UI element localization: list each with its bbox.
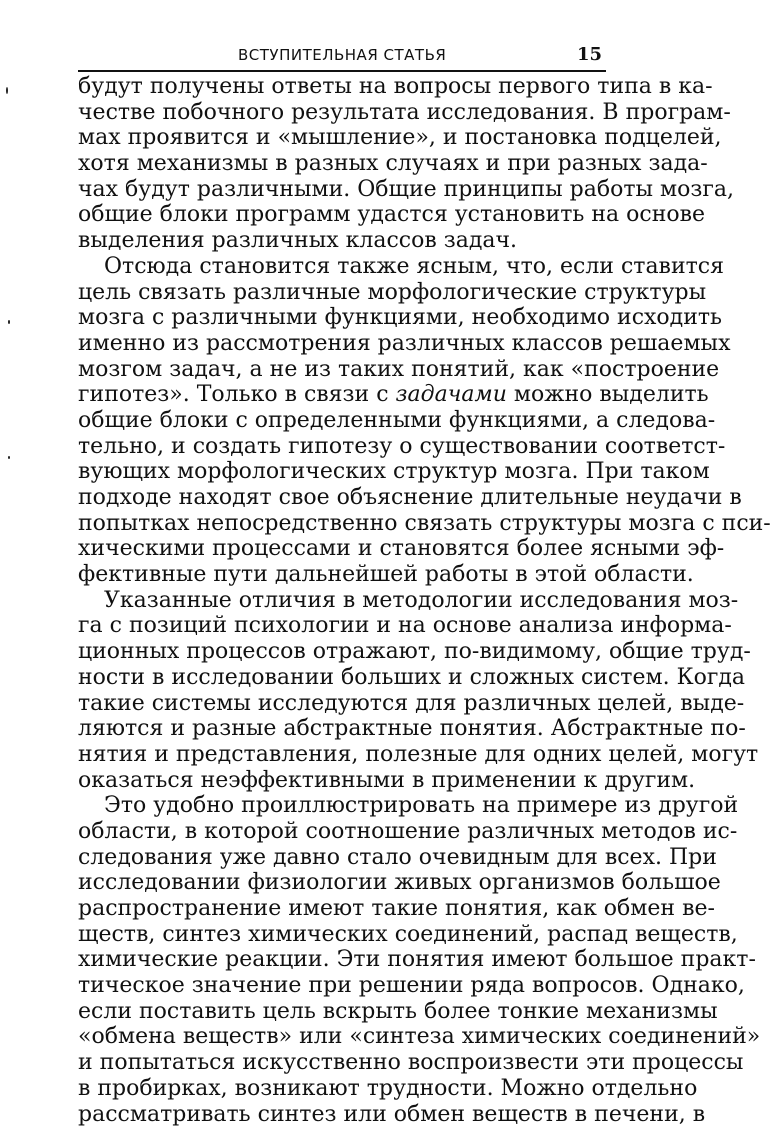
emphasis-text: задачами (396, 382, 507, 407)
text-line: исследовании физиологии живых организмов большое (78, 870, 616, 896)
header-rule (78, 70, 606, 72)
text-line: чах будут различными. Общие принципы работы мозга, (78, 177, 616, 203)
text-line: именно из рассмотрения различных классов решаемых (78, 331, 616, 357)
text-line: мозга с различными функциями, необходимо исходить (78, 305, 616, 331)
text-line: мах проявится и «мышление», и постановка подцелей, (78, 125, 616, 151)
text-line: хотя механизмы в разных случаях и при разных зада- (78, 151, 616, 177)
text-line: подходе находят свое объяснение длительные неудачи в (78, 485, 616, 511)
paragraph (78, 588, 616, 794)
text-line: общие блоки программ удастся установить на основе (78, 202, 616, 228)
text-line: общие блоки с определенными функциями, а следова- (78, 408, 616, 434)
text-line: Это удобно проиллюстрировать на примере из другой (78, 793, 616, 819)
text-line: ляются и разные абстрактные понятия. Абстрактные по- (78, 716, 616, 742)
text-line: тическое значение при решении ряда вопросов. Однако, (78, 973, 616, 999)
text-line: если поставить цель вскрыть более тонкие механизмы (78, 999, 616, 1025)
body-text (78, 74, 616, 1127)
running-header-title: ВСТУПИТЕЛЬНАЯ СТАТЬЯ (238, 46, 446, 64)
scan-speck (8, 456, 10, 459)
text-run: гипотез». Только в связи с (78, 382, 396, 407)
scan-speck (8, 320, 10, 324)
text-line: Указанные отличия в методологии исследования моз- (78, 588, 616, 614)
text-line: и попытаться искусственно воспроизвести эти процессы (78, 1050, 616, 1076)
text-line: честве побочного результата исследования. В програм- (78, 100, 616, 126)
text-line: «обмена веществ» или «синтеза химических соединений» (78, 1024, 616, 1050)
text-line: га с позиций психологии и на основе анализа информа- (78, 613, 616, 639)
scan-speck (6, 87, 8, 94)
paragraph (78, 74, 616, 254)
text-line: фективные пути дальнейшей работы в этой области. (78, 562, 616, 588)
text-line: оказаться неэффективными в применении к другим. (78, 768, 616, 794)
text-line: мозгом задач, а не из таких понятий, как «построение (78, 357, 616, 383)
text-line: химические реакции. Эти понятия имеют большое практ- (78, 947, 616, 973)
text-line: попытках непосредственно связать структуры мозга с пси- (78, 511, 616, 537)
text-line: в пробирках, возникают трудности. Можно отдельно (78, 1076, 616, 1102)
text-line: ществ, синтез химических соединений, распад веществ, (78, 922, 616, 948)
text-line: цель связать различные морфологические структуры (78, 280, 616, 306)
text-line: такие системы исследуются для различных целей, выде- (78, 691, 616, 717)
text-line: тельно, и создать гипотезу о существовании соответст- (78, 434, 616, 460)
text-run: можно выделить (507, 382, 709, 407)
text-line: Отсюда становится также ясным, что, если ставится (78, 254, 616, 280)
text-line: следования уже давно стало очевидным для всех. При (78, 845, 616, 871)
text-line: хическими процессами и становятся более ясными эф- (78, 536, 616, 562)
text-line: нятия и представления, полезные для одних целей, могут (78, 742, 616, 768)
paragraph (78, 793, 616, 1127)
text-line: будут получены ответы на вопросы первого типа в ка- (78, 74, 616, 100)
text-line: вующих морфологических структур мозга. При таком (78, 459, 616, 485)
page-number: 15 (577, 44, 602, 65)
text-line: ности в исследовании больших и сложных систем. Когда (78, 665, 616, 691)
text-line: области, в которой соотношение различных методов ис- (78, 819, 616, 845)
running-header (78, 46, 606, 68)
paragraph (78, 254, 616, 588)
text-line (78, 382, 616, 408)
text-line: выделения различных классов задач. (78, 228, 616, 254)
text-line: ционных процессов отражают, по-видимому, общие труд- (78, 639, 616, 665)
text-line: рассматривать синтез или обмен веществ в печени, в (78, 1102, 616, 1127)
text-line: распространение имеют такие понятия, как обмен ве- (78, 896, 616, 922)
